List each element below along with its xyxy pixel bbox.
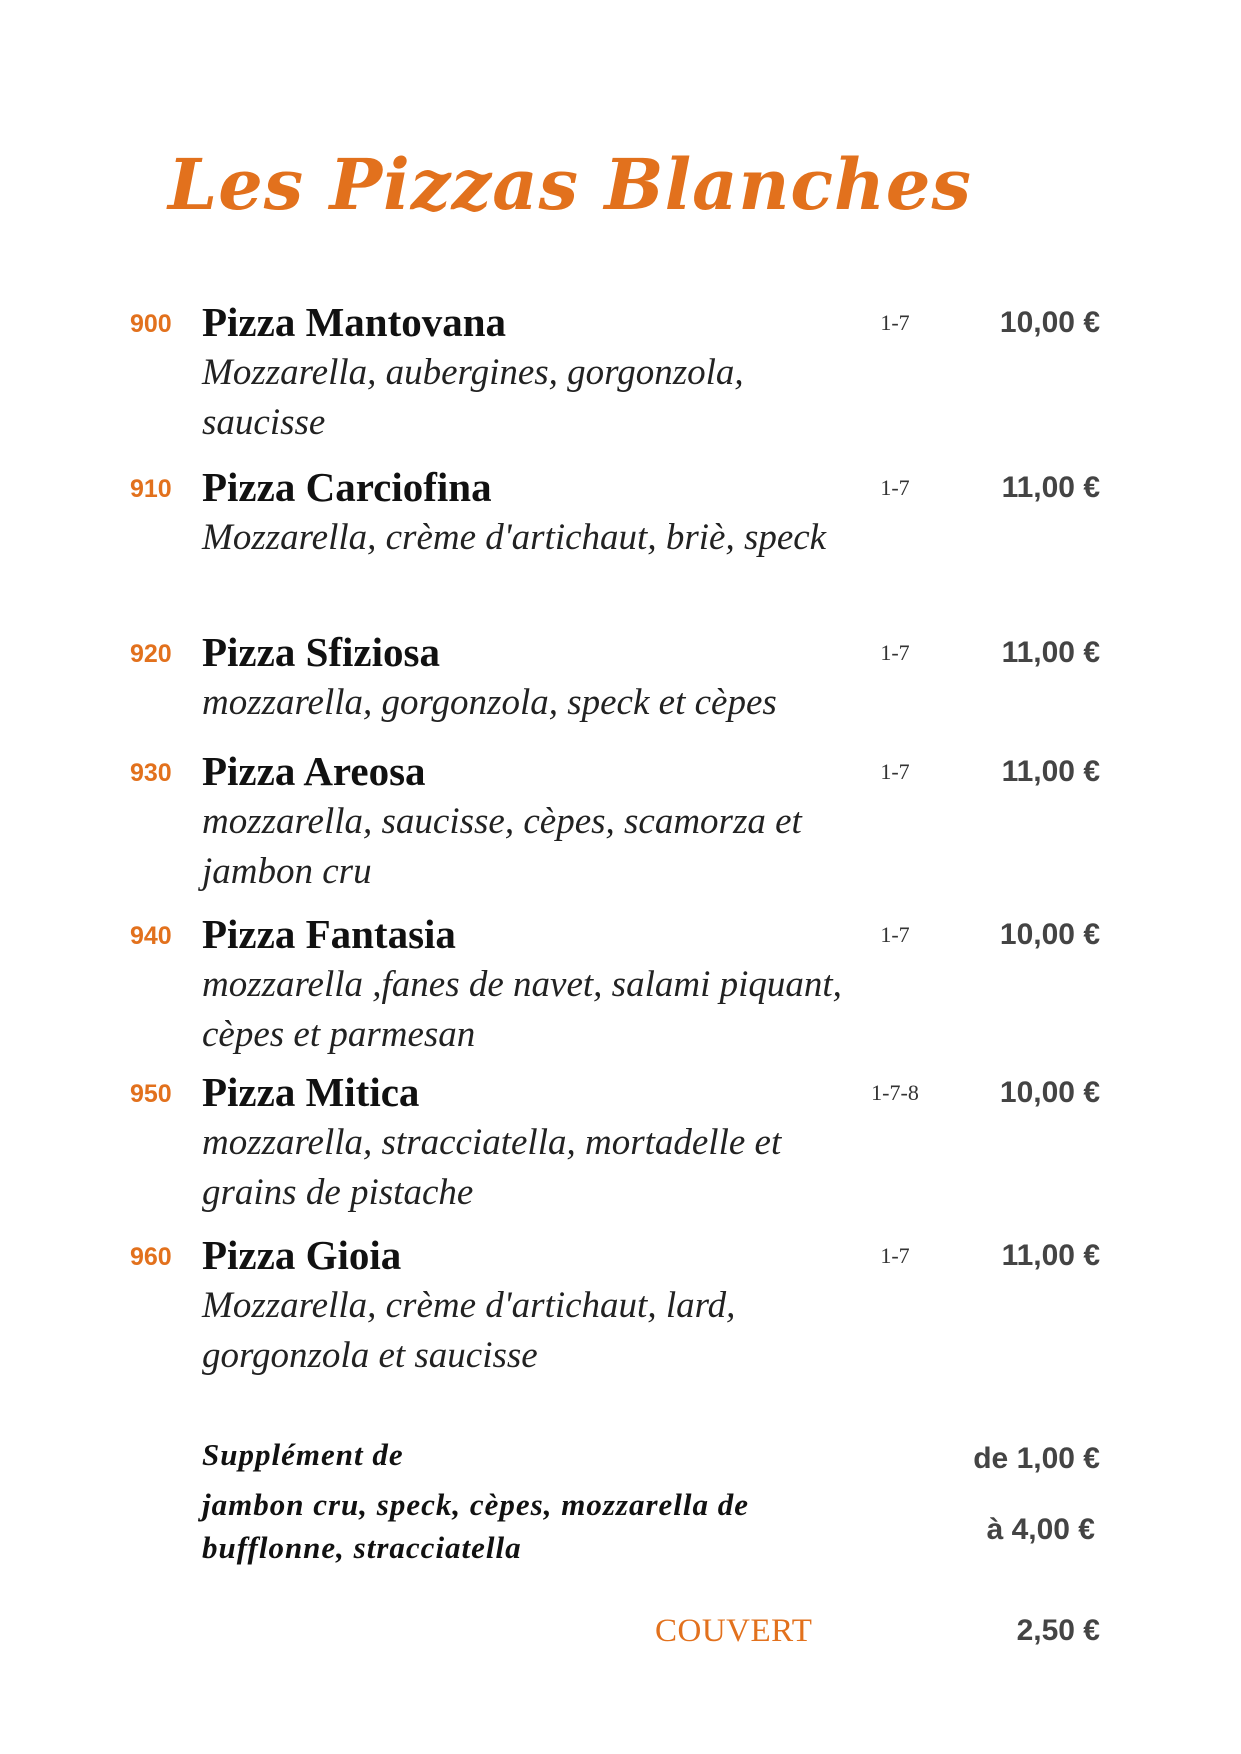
item-price: 10,00 € [999,918,1100,951]
item-price: 10,00 € [999,1076,1100,1109]
item-allergens: 1-7 [880,922,910,947]
item-number: 960 [130,1243,172,1271]
item-name: Pizza Gioia [202,1232,402,1278]
item-description: mozzarella, gorgonzola, speck et cèpes [202,682,777,723]
item-price: 11,00 € [1001,471,1100,504]
item-name: Pizza Sfiziosa [202,629,440,675]
item-price: 10,00 € [999,306,1100,339]
item-name: Pizza Mantovana [202,299,507,345]
item-price: 11,00 € [1001,755,1100,788]
item-number: 950 [130,1080,172,1108]
item-description: mozzarella, stracciatella, mortadelle et grains de pistache [202,1122,782,1213]
supplement-price-to: à 4,00 € [986,1513,1095,1546]
couvert-label: COUVERT [655,1613,813,1649]
item-description: Mozzarella, aubergines, gorgonzola, saucisse [202,352,744,443]
item-description: Mozzarella, crème d'artichaut, briè, speck [202,517,827,558]
item-description: mozzarella, saucisse, cèpes, scamorza et jambon cru [202,801,802,892]
item-name: Pizza Fantasia [202,911,456,957]
item-allergens: 1-7 [880,640,910,665]
item-number: 900 [130,310,172,338]
couvert-price: 2,50 € [1016,1614,1100,1647]
item-description: mozzarella ,fanes de navet, salami piquant, cèpes et parmesan [202,964,842,1055]
supplement-description: jambon cru, speck, cèpes, mozzarella de bufflonne, stracciatella [202,1487,750,1565]
item-name: Pizza Carciofina [202,464,492,510]
supplement-price-from: de 1,00 € [973,1442,1100,1475]
item-price: 11,00 € [1001,1239,1100,1272]
item-number: 940 [130,922,172,950]
item-number: 910 [130,475,172,503]
item-allergens: 1-7 [880,475,910,500]
page-title: Les Pizzas Blanches [168,143,972,226]
item-allergens: 1-7 [880,759,910,784]
item-allergens: 1-7-8 [871,1080,919,1105]
item-name: Pizza Mitica [202,1069,420,1115]
item-number: 920 [130,640,172,668]
supplement-title: Supplément de [202,1437,404,1472]
item-name: Pizza Areosa [202,748,426,794]
item-price: 11,00 € [1001,636,1100,669]
item-allergens: 1-7 [880,1243,910,1268]
item-number: 930 [130,759,172,787]
item-allergens: 1-7 [880,310,910,335]
item-description: Mozzarella, crème d'artichaut, lard, gorgonzola et saucisse [202,1285,736,1376]
